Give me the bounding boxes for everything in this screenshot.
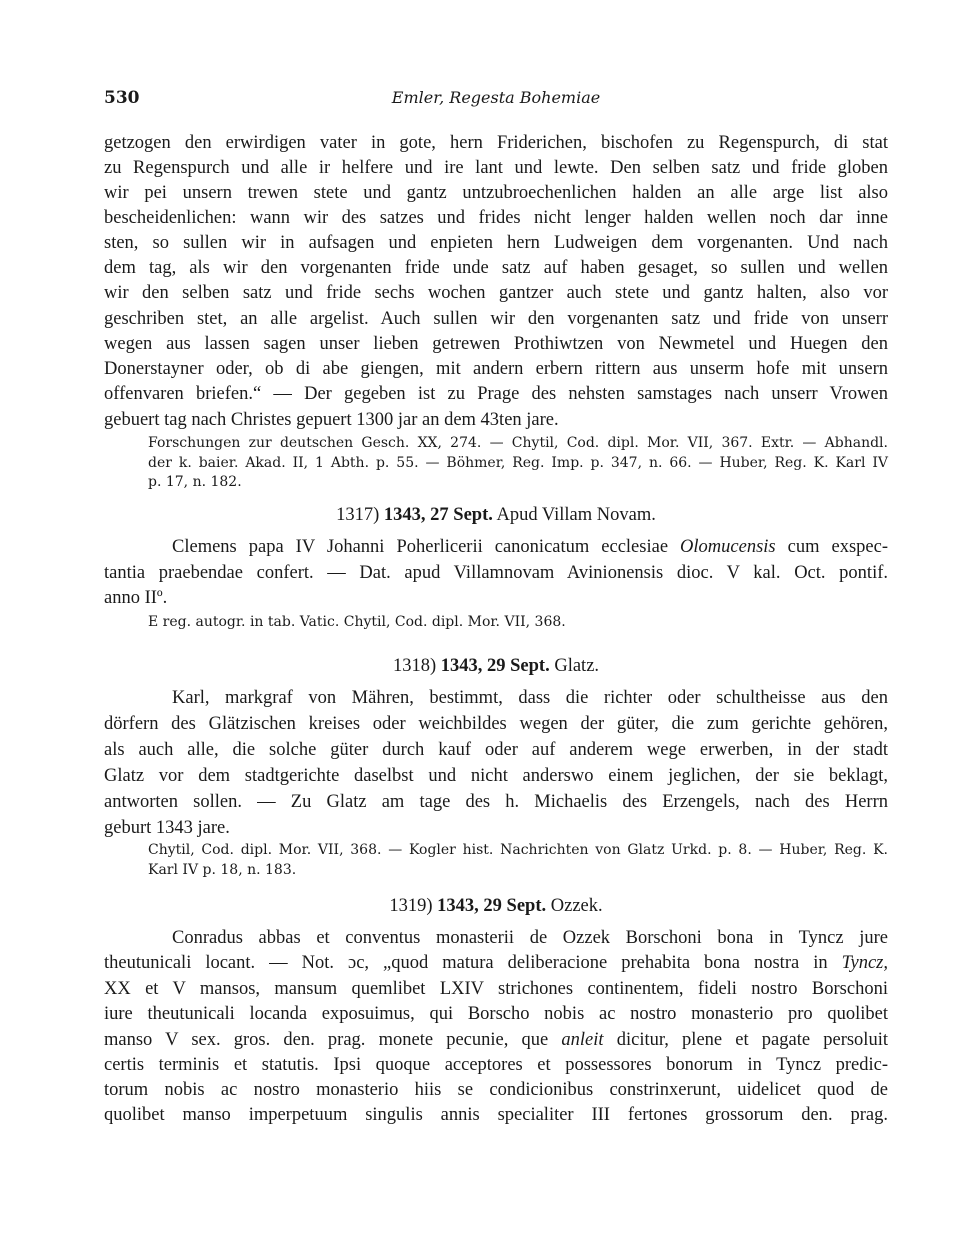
line-text: Chytil, Cod. dipl. Mor. VII, 368. — Kogler hist. Nachrichten von Glatz Urkd. p. 8. — Huber, Reg. K. <box>148 842 888 858</box>
text-line <box>104 183 888 204</box>
text-line <box>104 334 888 355</box>
line-text: Glatz vor dem stadtgerichte daselbst und nicht anderswo einem jeglichen, der sie beklagt, <box>104 766 888 786</box>
text-line <box>104 283 888 304</box>
line-text: Karl, markgraf von Mähren, bestimmt, dass die richter oder schultheisse aus den <box>172 688 888 708</box>
text-line <box>104 563 888 584</box>
text-line <box>104 208 888 229</box>
line-text: theutunicali locant. — Not. ɔc, „quod matura deliberacione prehabita bona nostra in <box>104 953 842 973</box>
line-text: dörfern des Glätzischen kreises oder weichbildes wegen der güter, die zum gerichte gehören, <box>104 714 888 734</box>
line-text-tail: cum exspec- <box>775 537 888 557</box>
line-text: p. 17, n. 182. <box>148 474 242 490</box>
citation-line <box>148 614 888 630</box>
entry-heading <box>104 656 888 677</box>
text-line <box>104 258 888 279</box>
entry-heading <box>104 505 888 526</box>
line-text: Conradus abbas et conventus monasterii de Ozzek Borschoni bona in Tyncz jure <box>172 928 888 948</box>
text-line <box>104 714 888 735</box>
text-line <box>104 158 888 179</box>
text-line <box>172 537 888 558</box>
line-text: Donerstayner oder, ob di abe giengen, mit andern erbern rittern aus unserm hofe mit unsern <box>104 359 888 379</box>
line-text: manso V sex. gros. den. prag. monete pecunie, que <box>104 1030 562 1050</box>
text-line <box>104 792 888 813</box>
text-line <box>104 588 888 609</box>
text-line <box>104 1004 888 1025</box>
line-text: certis terminis et statutis. Ipsi quoque acceptores et possessores bonorum in Tyncz predic- <box>104 1055 888 1075</box>
citation-line <box>148 862 888 878</box>
text-line <box>104 1080 888 1101</box>
line-text: 1319) <box>389 896 438 916</box>
text-line <box>104 233 888 254</box>
line-text: iure theutunicali locanda exposuimus, qui Borscho nobis ac nostro monasterio pro quolibet <box>104 1004 888 1024</box>
line-text: Karl IV p. 18, n. 183. <box>148 862 297 878</box>
line-text: tantia praebendae confert. — Dat. apud Villamnovam Avinionensis dioc. V kal. Oct. pontif. <box>104 563 888 583</box>
line-text: anno IIº. <box>104 588 168 608</box>
line-text: sten, so sullen wir in aufsagen und enpieten hern Ludweigen dem vorgenanten. Und nach <box>104 233 888 253</box>
text-line <box>172 688 888 709</box>
text-line <box>104 359 888 380</box>
italic-term: anleit <box>561 1030 604 1050</box>
line-text: wir pei unsern trewen stete und gantz untzubroechenlichen halden an alle arge list also <box>104 183 888 203</box>
text-line <box>104 384 888 405</box>
text-line <box>104 133 888 154</box>
text-line <box>104 1030 888 1051</box>
entry-date: 1343, 29 Sept. <box>440 656 550 676</box>
line-text: wir den selben satz und fride sechs wochen gantzer auch stete und gantz halten, also vor <box>104 283 888 303</box>
text-line <box>104 309 888 330</box>
text-line <box>104 410 888 431</box>
line-text: gebuert tag nach Christes gepuert 1300 jar an dem 43ten jare. <box>104 410 559 430</box>
text-line <box>104 740 888 761</box>
line-text: als auch alle, die solche güter durch kauf oder auf anderem wege erwerben, in der stadt <box>104 740 888 760</box>
italic-term: Olomucensis <box>680 537 776 557</box>
text-line <box>104 818 888 839</box>
line-text: 1318) <box>392 656 441 676</box>
page-header <box>104 88 888 114</box>
text-line <box>104 1055 888 1076</box>
line-text: bescheidenlichen: wann wir des satzes und frides nicht lenger halden wellen noch dar inne <box>104 208 888 228</box>
line-text: geburt 1343 jare. <box>104 818 230 838</box>
citation-line <box>148 474 888 490</box>
line-text: getzogen den erwirdigen vater in gote, hern Friderichen, bischofen zu Regenspurch, di stat <box>104 133 888 153</box>
text-line <box>104 1105 888 1126</box>
line-text: Clemens papa IV Johanni Poherlicerii canonicatum ecclesiae <box>172 537 681 557</box>
text-line <box>104 979 888 1000</box>
text-line <box>104 766 888 787</box>
line-text: E reg. autogr. in tab. Vatic. Chytil, Cod. dipl. Mor. VII, 368. <box>148 614 566 630</box>
running-title: Emler, Regesta Bohemiae <box>391 88 601 107</box>
text-line <box>172 928 888 949</box>
page-number: 530 <box>104 88 140 108</box>
line-text-tail: Glatz. <box>549 656 600 676</box>
line-text: Forschungen zur deutschen Gesch. XX, 274. — Chytil, Cod. dipl. Mor. VII, 367. Extr. — Abhandl. <box>148 435 888 451</box>
entry-date: 1343, 27 Sept. <box>383 505 493 525</box>
line-text-tail: dicitur, plene et pagate persoluit <box>603 1030 888 1050</box>
line-text: dem tag, als wir den vorgenanten fride unde satz auf haben gesaget, so sullen und wellen <box>104 258 888 278</box>
entry-heading <box>104 896 888 917</box>
citation-line <box>148 435 888 451</box>
line-text-tail: Apud Villam Novam. <box>492 505 656 525</box>
entry-date: 1343, 29 Sept. <box>437 896 547 916</box>
line-text: XX et V mansos, mansum quemlibet LXIV strichones continentem, fideli nostro Borschoni <box>104 979 888 999</box>
line-text: zu Regenspurch und alle ir helfere und ire lant und lewte. Den selben satz und fride globen <box>104 158 888 178</box>
line-text: torum nobis ac nostro monasterio hiis se condicionibus constrinxerunt, uidelicet quod de <box>104 1080 888 1100</box>
italic-term: Tyncz, <box>841 953 888 973</box>
line-text: geschriben stet, an alle argelist. Auch sullen wir den vorgenanten satz und fride von unserr <box>104 309 888 329</box>
line-text: 1317) <box>336 505 384 525</box>
citation-line <box>148 455 888 471</box>
text-line <box>104 953 888 974</box>
line-text: offenvaren briefen.“ — Der gegeben ist zu Prage des nehsten samstages nach unserr Vrowen <box>104 384 888 404</box>
line-text-tail: Ozzek. <box>546 896 603 916</box>
line-text: quolibet manso imperpetuum singulis annis specialiter III fertones grossorum den. prag. <box>104 1105 888 1125</box>
line-text: wegen aus lassen sagen unser lieben getrewen Prothiwtzen von Newmetel und Huegen den <box>104 334 888 354</box>
line-text: antworten sollen. — Zu Glatz am tage des h. Michaelis des Erzengels, nach des Herrn <box>104 792 888 812</box>
citation-line <box>148 842 888 858</box>
line-text: der k. baier. Akad. II, 1 Abth. p. 55. — Böhmer, Reg. Imp. p. 347, n. 66. — Huber, Reg. K. Karl IV <box>148 455 888 471</box>
